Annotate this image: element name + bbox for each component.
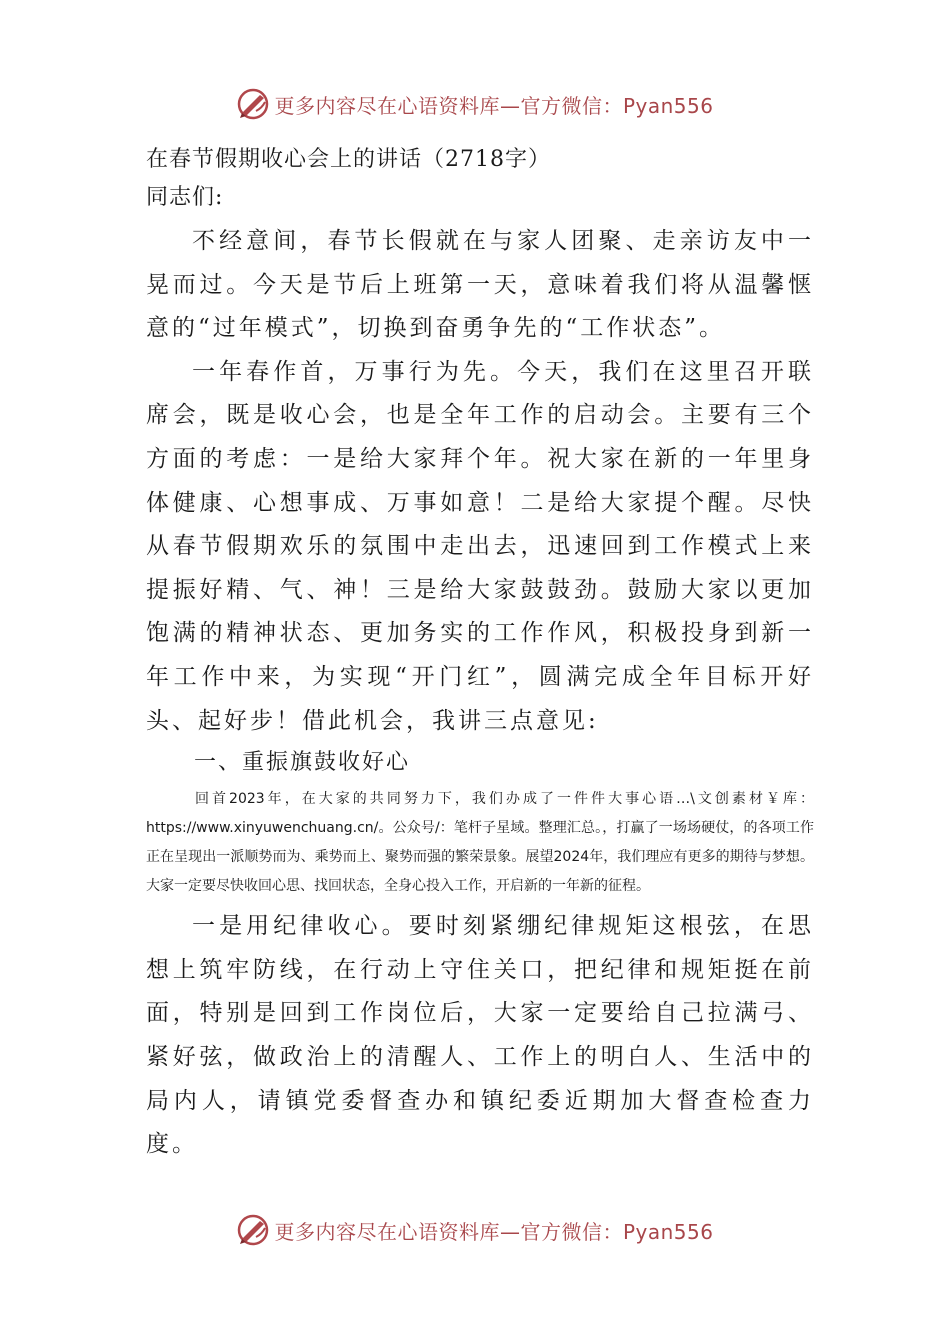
document-title: 在春节假期收心会上的讲话（2718字） [146,147,551,172]
greeting: 同志们: [146,185,224,210]
watermark-text: 更多内容尽在心语资料库—官方微信：Pyan556 [274,93,714,118]
pen-logo-icon [236,87,270,121]
pen-logo-icon [236,1213,270,1247]
paragraph-2: 一年春作首，万事行为先。今天，我们在这里召开联席会，既是收心会，也是全年工作的启动会。主要有三个方面的考虑：一是给大家拜个年。祝大家在新的一年里身体健康、心想事成、万事如意！二是给大家提个醒。尽快从春节假期欢乐的氛围中走出去，迅速回到工作模式上来提振好精、气、神！三是给大家鼓鼓劲。鼓励大家以更加饱满的精神状态、更加务实的工作作风，积极投身到新一年工作中来，为实现“开门红”，圆满完成全年目标开好头、起好步！借此机会，我讲三点意见: [146,358,814,734]
paragraph-3: 一是用纪律收心。要时刻紧绷纪律规矩这根弦，在思想上筑牢防线，在行动上守住关口，把纪律和规矩挺在前面，特别是回到工作岗位后，大家一定要给自己拉满弓、紧好弦，做政治上的清醒人、工作上的明白人、生活中的局内人，请镇党委督查办和镇纪委近期加大督查检查力度。 [146,913,814,1158]
header-watermark-banner [0,84,950,124]
section-heading-1: 一、重振旗鼓收好心 [194,750,411,776]
document-body [146,142,814,1167]
small-paragraph: 回首2023年，在大家的共同努力下，我们办成了一件件大事心语…\文创素材￥库：https://www.xinyuwenchuang.cn/。公众号/：笔杆子星域。整理汇总。，打赢了一场场硬仗，的各项工作正在呈现出一派顺势而为、乘势而上、聚势而强的繁荣景象。展望2024年，我们理应有更多的期待与梦想。大家一定要尽快收回心思、找回状态，全身心投入工作，开启新的一年新的征程。 [146,791,814,895]
paragraph-1: 不经意间，春节长假就在与家人团聚、走亲访友中一晃而过。今天是节后上班第一天，意味着我们将从温馨惬意的“过年模式”，切换到奋勇争先的“工作状态”。 [146,228,814,342]
watermark-text: 更多内容尽在心语资料库—官方微信：Pyan556 [274,1219,714,1244]
footer-watermark-banner [0,1210,950,1250]
